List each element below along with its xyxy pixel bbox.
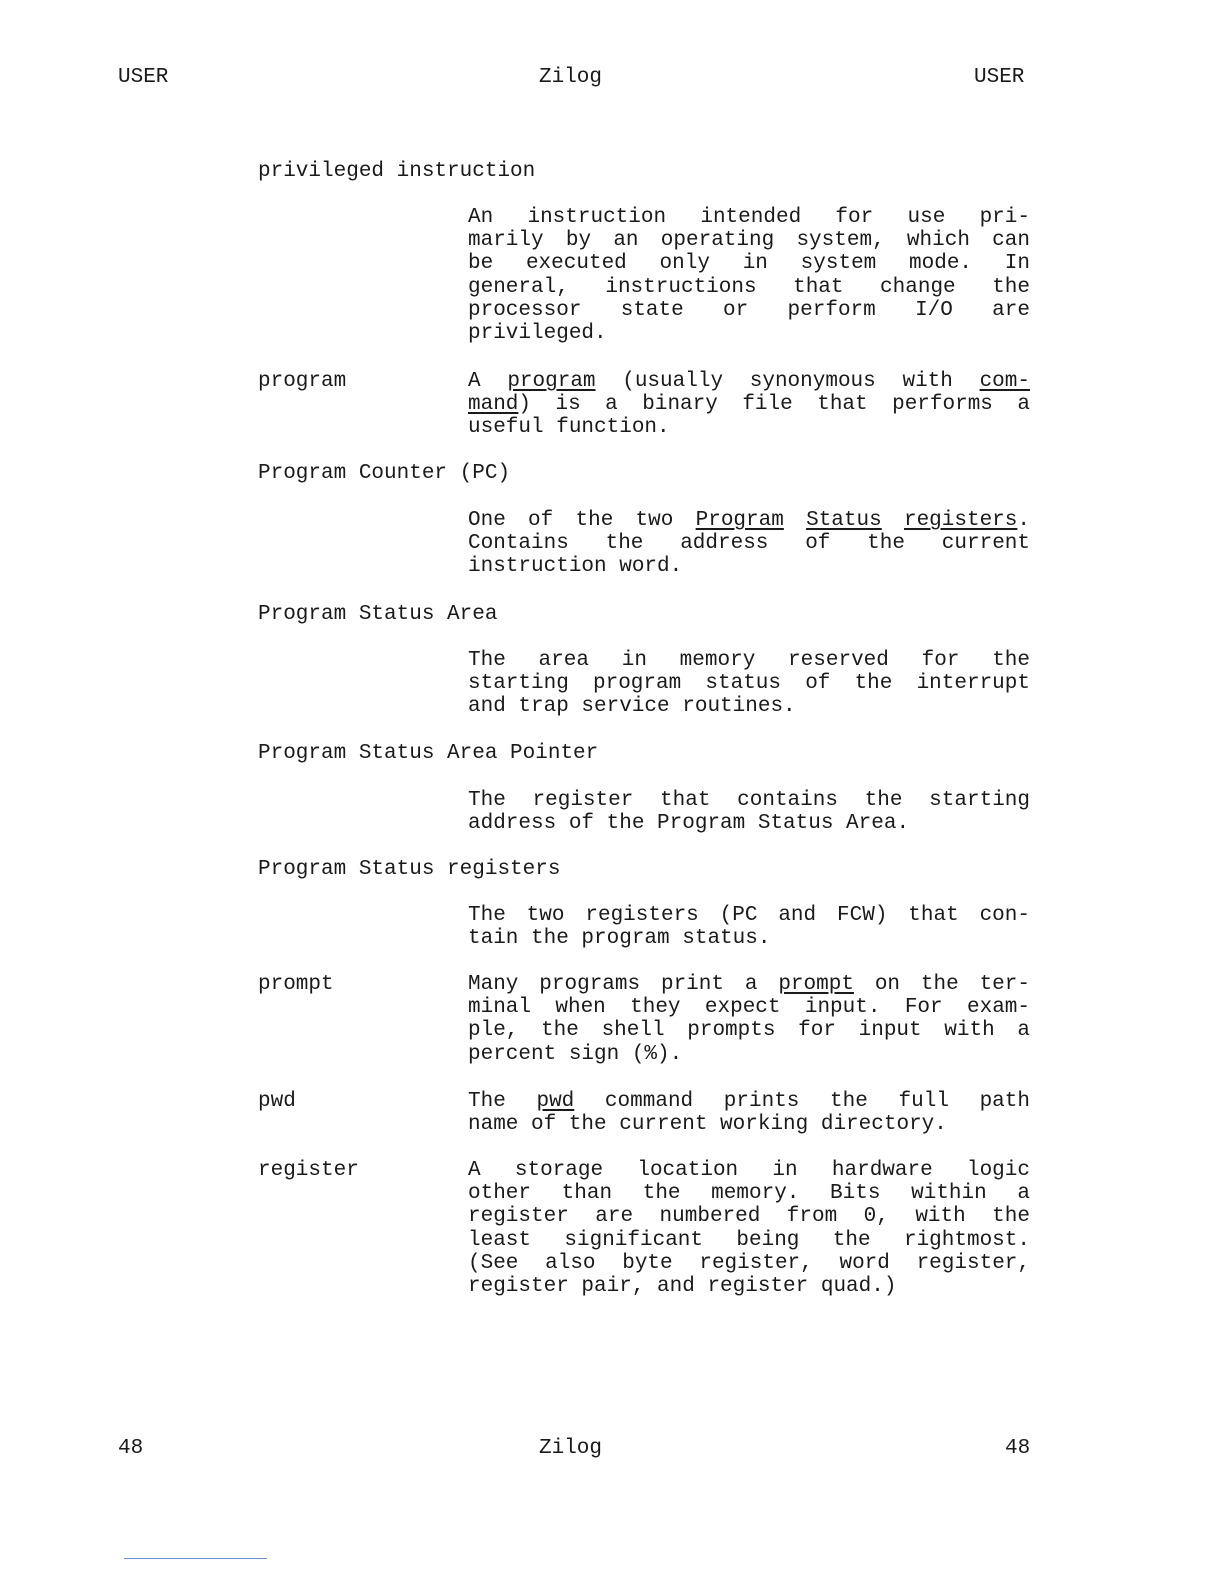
header-right: USER [974,66,1025,89]
glossary-definition-register [468,1159,1030,1298]
definition-line: The register that contains the starting [468,789,1030,812]
glossary-definition-program-status-area [468,649,1030,719]
glossary-term-pwd: pwd [258,1090,296,1113]
glossary-term-program-status-registers: Program Status registers [258,858,561,881]
glossary-definition-privileged-instruction [468,206,1030,345]
definition-line: percent sign (%). [468,1042,683,1066]
glossary-term-prompt: prompt [258,973,334,996]
footer-page-number-left: 48 [118,1437,144,1460]
definition-line: marily by an operating system, which can [468,229,1030,253]
header-center: Zilog [539,66,603,89]
definition-line: Contains the address of the current [468,532,1030,556]
definition-line: privileged. [468,321,607,345]
definition-line: register pair, and register quad.) [468,1274,897,1298]
definition-line: instruction word. [468,555,683,579]
glossary-term-register: register [258,1159,359,1182]
glossary-definition-program-status-registers [468,904,1030,950]
definition-line: An instruction intended for use pri- [468,206,1030,229]
glossary-definition-program-status-area-pointer [468,789,1030,835]
glossary-term-privileged-instruction: privileged instruction [258,160,536,183]
glossary-definition-program [468,370,1030,440]
glossary-term-program-status-area: Program Status Area [258,603,498,626]
definition-line: other than the memory. Bits within a [468,1182,1030,1206]
definition-line: Many programs print a prompt on the ter- [468,973,1030,996]
definition-line: starting program status of the interrupt [468,672,1030,696]
glossary-term-program-counter: Program Counter (PC) [258,462,511,485]
glossary-definition-pwd [468,1090,1030,1136]
definition-line: A program (usually synonymous with com- [468,370,1030,393]
scan-edge-rule [124,1558,267,1559]
definition-line: ple, the shell prompts for input with a [468,1019,1030,1043]
definition-line: general, instructions that change the [468,275,1030,299]
definition-line: least significant being the rightmost. [468,1228,1030,1252]
definition-line: and trap service routines. [468,695,796,719]
definition-line: A storage location in hardware logic [468,1159,1030,1182]
glossary-term-program: program [258,370,347,393]
definition-line: useful function. [468,416,670,440]
definition-line: The pwd command prints the full path [468,1090,1030,1113]
definition-line: processor state or perform I/O are [468,298,1030,322]
definition-line: register are numbered from 0, with the [468,1205,1030,1229]
definition-line: The area in memory reserved for the [468,649,1030,672]
glossary-definition-program-counter [468,509,1030,579]
definition-line: minal when they expect input. For exam- [468,996,1030,1020]
footer-center: Zilog [539,1437,603,1460]
glossary-definition-prompt [468,973,1030,1066]
definition-line: mand) is a binary file that performs a [468,393,1030,417]
header-left: USER [118,66,169,89]
definition-line: The two registers (PC and FCW) that con- [468,904,1030,927]
definition-line: One of the two Program Status registers. [468,509,1030,532]
definition-line: address of the Program Status Area. [468,812,910,836]
definition-line: be executed only in system mode. In [468,252,1030,276]
glossary-term-program-status-area-pointer: Program Status Area Pointer [258,742,599,765]
definition-line: name of the current working directory. [468,1113,947,1137]
definition-line: tain the program status. [468,927,771,951]
definition-line: (See also byte register, word register, [468,1251,1030,1275]
footer-page-number-right: 48 [1005,1437,1031,1460]
